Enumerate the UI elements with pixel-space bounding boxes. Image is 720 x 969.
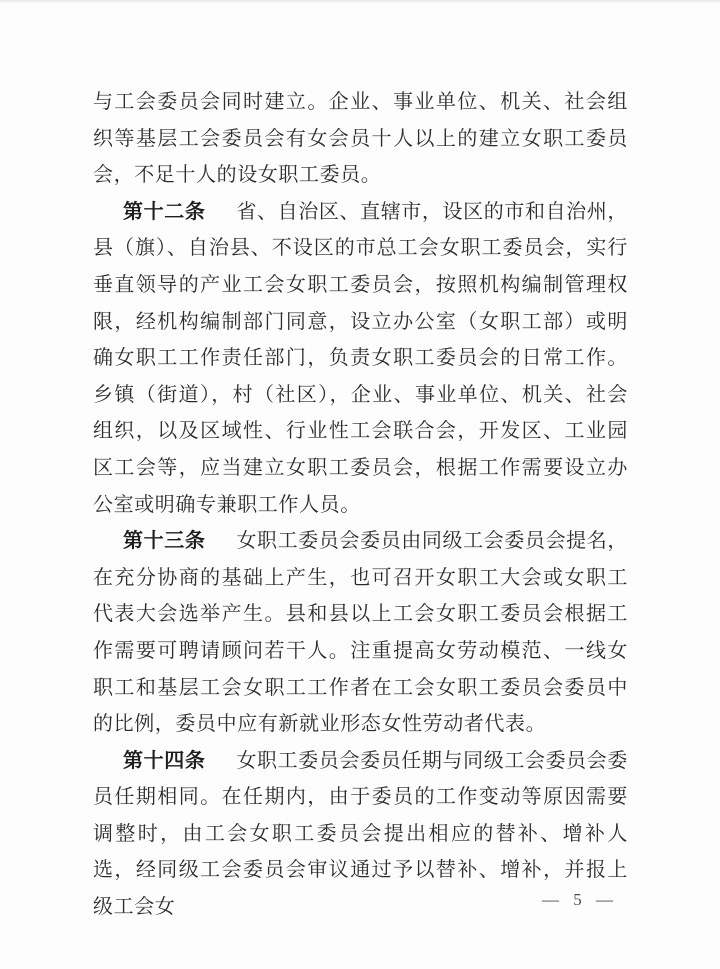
page-number-footer: — 5 — <box>542 890 614 909</box>
scan-edge-artifact <box>0 0 720 3</box>
paragraph-text: 女职工委员会委员由同级工会委员会提名，在充分协商的基础上产生，也可召开女职工大会或女职工代表大会选举产生。县和县以上工会女职工委员会根据工作需要可聘请顾问若干人。注重提高女劳动模范、一线女职工和基层工会女职工工作者在工会女职工委员会委员中的比例，委员中应有新就业形态女性劳动者代表。 <box>93 530 628 736</box>
paragraph-text: 省、自治区、直辖市，设区的市和自治州，县（旗）、自治县、不设区的市总工会女职工委员会，实行垂直领导的产业工会女职工委员会，按照机构编制管理权限，经机构编制部门同意，设立办公室（女职工部）或明确女职工工作责任部门，负责女职工委员会的日常工作。乡镇（街道），村（社区），企业、事业单位、机关、社会组织，以及区域性、行业性工会联合会，开发区、工业园区工会等，应当建立女职工委员会，根据工作需要设立办公室或明确专兼职工作人员。 <box>93 200 628 516</box>
paragraph-text: 女职工委员会委员任期与同级工会委员会委员任期相同。在任期内，由于委员的工作变动等原因需要调整时，由工会女职工委员会提出相应的替补、增补人选，经同级工会委员会审议通过予以替补、增补，并报上级工会女 <box>93 749 628 919</box>
paragraph-article-13 <box>93 523 628 743</box>
paragraph-article-12 <box>93 194 628 523</box>
paragraph-text: 与工会委员会同时建立。企业、事业单位、机关、社会组织等基层工会委员会有女会员十人以上的建立女职工委员会，不足十人的设女职工委员。 <box>93 91 628 187</box>
clause-number: 第十二条 <box>123 200 206 223</box>
document-body <box>93 84 628 926</box>
paragraph-continuation <box>93 84 628 194</box>
clause-number: 第十四条 <box>123 749 206 772</box>
clause-number: 第十三条 <box>123 530 206 553</box>
